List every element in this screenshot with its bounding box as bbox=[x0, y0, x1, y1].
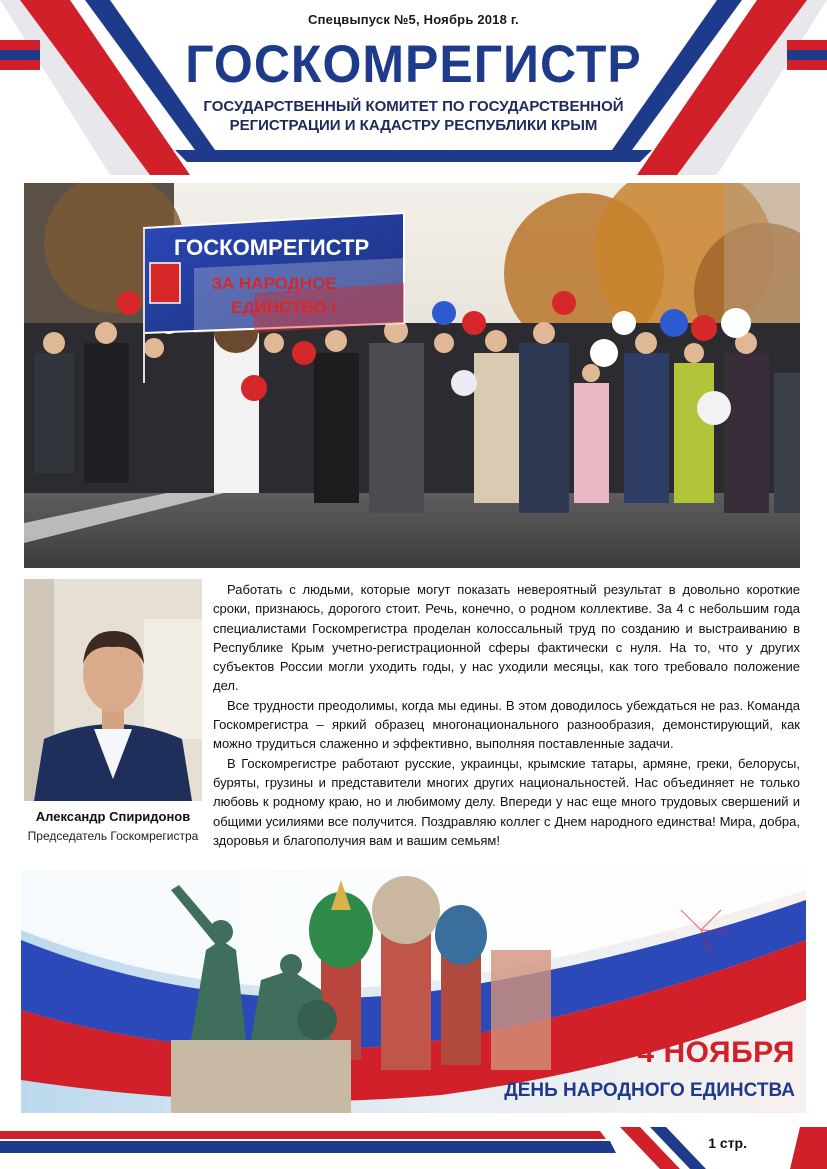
banner-line-1: ЗА НАРОДНОЕ bbox=[211, 274, 337, 293]
parade-photo bbox=[24, 183, 800, 568]
banner-line-2: ЕДИНСТВО ! bbox=[231, 298, 337, 317]
article-paragraph-2: Все трудности преодолимы, когда мы едины. В этом доводилось убеждаться не раз. Команда Госкомрегистра – яркий образец многонационального разнообразия, демонстирующий, как можно трудиться слаженно и эффективно, выполняя поставленные задачи. bbox=[213, 697, 800, 752]
holiday-banner-illustration bbox=[21, 870, 806, 1113]
author-portrait-illustration bbox=[24, 579, 202, 801]
page-number: 1 стр. bbox=[708, 1135, 747, 1151]
author-role: Председатель Госкомрегистра bbox=[27, 829, 199, 843]
newspaper-title: ГОСКОМРЕГИСТР bbox=[185, 34, 642, 94]
article-body bbox=[213, 580, 800, 850]
subtitle-line-2: РЕГИСТРАЦИИ И КАДАСТРУ РЕСПУБЛИКИ КРЫМ bbox=[229, 117, 598, 134]
author-portrait bbox=[24, 579, 202, 801]
holiday-date: 4 НОЯБРЯ bbox=[637, 1036, 795, 1069]
article-paragraph-3: В Госкомрегистре работают русские, украинцы, крымские татары, армяне, греки, белорусы, буряты, грузины и представители многих других национальностей. Нас объединяет не только любовь к родному краю, но и любимому делу. Впереди у нас еще много трудовых свершений и общими усилиями все получится. Поздравляю коллег с Днем народного единства! Мира, добра, здоровья и благополучия вам и вашим семьям! bbox=[213, 755, 800, 848]
footer-flag-decoration bbox=[0, 1127, 827, 1169]
parade-photo-illustration bbox=[24, 183, 800, 568]
banner-title: ГОСКОМРЕГИСТР bbox=[174, 235, 370, 260]
author-name: Александр Спиридонов bbox=[35, 809, 191, 824]
issue-label: Спецвыпуск №5, Ноябрь 2018 г. bbox=[308, 12, 519, 27]
organization-subtitle bbox=[150, 97, 677, 135]
holiday-name: ДЕНЬ НАРОДНОГО ЕДИНСТВА bbox=[504, 1080, 795, 1101]
holiday-banner bbox=[21, 870, 806, 1113]
subtitle-line-1: ГОСУДАРСТВЕННЫЙ КОМИТЕТ ПО ГОСУДАРСТВЕННОЙ bbox=[203, 98, 624, 115]
article-paragraph-1: Работать с людьми, которые могут показать невероятный результат в довольно короткие сроки, признаюсь, дорогого стоит. Речь, конечно, о родном коллективе. За 4 с небольшим года специалистами Госкомрегистра проделан колоссальный труд по созданию и выстраиванию в Республике Крым учетно-регистрационной сферы фактически с нуля. На то, что у других субъектов России могли уходить годы, у нас уходили месяцы, как того требовало положение дел. bbox=[213, 582, 800, 694]
